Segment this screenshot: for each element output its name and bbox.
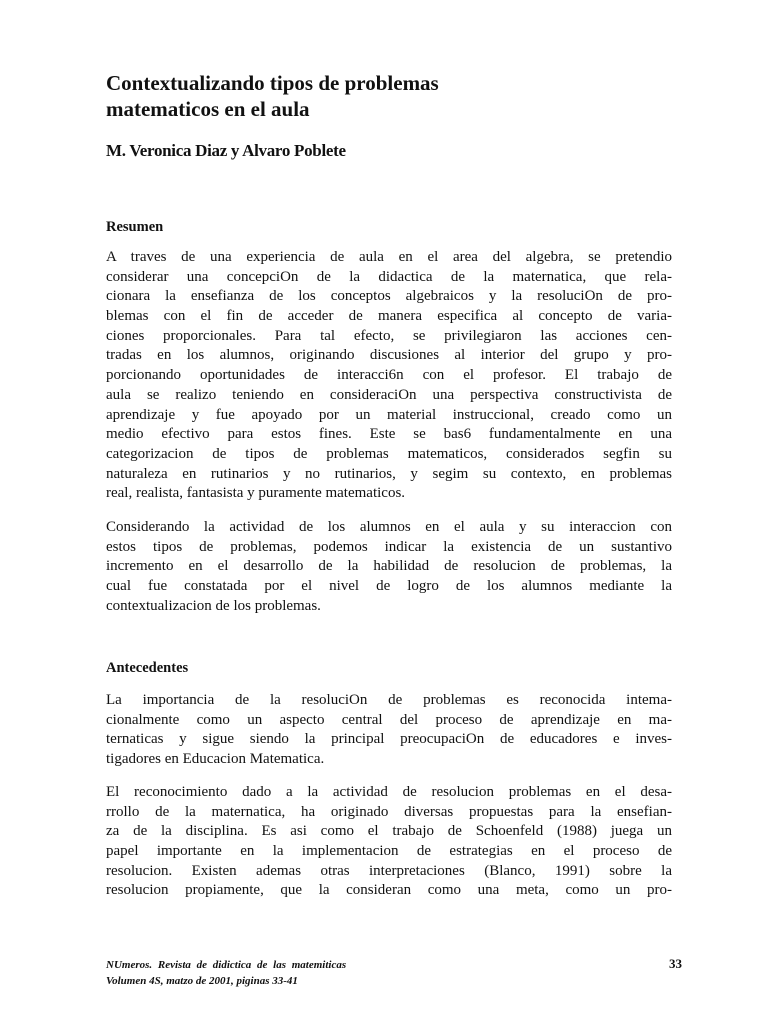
text-line: estos tipos de problemas, podemos indicar la existencia de un sustantivo: [106, 538, 672, 555]
text-line: papel importante en la implementacion de estrategias en el proceso de: [106, 843, 672, 860]
text-line: incremento en el desarrollo de la habilidad de resolucion de problemas, la: [106, 558, 672, 575]
text-line: porcionando oportunidades de interacci6n con el profesor. El trabajo de: [106, 367, 672, 384]
text-line: Considerando la actividad de los alumnos en el aula y su interaccion con: [106, 519, 672, 535]
text-line: medio efectivo para estos fines. Este se bas6 fundamentalmente en una: [106, 426, 672, 443]
antecedentes-paragraph-1: [106, 691, 672, 770]
text-line: resolucion. Existen ademas otras interpretaciones (Blanco, 1991) sobre la: [106, 862, 672, 879]
antecedentes-paragraph-2: [106, 783, 672, 901]
article-title: [106, 70, 526, 122]
volume-citation: Volumen 4S, matzo de 2001, piginas 33-41: [106, 975, 298, 987]
text-line: A traves de una experiencia de aula en el area del algebra, se pretendio: [106, 249, 672, 265]
text-line: aula se realizo teniendo en consideraciOn una perspectiva constructivista de: [106, 386, 672, 403]
antecedentes-heading: Antecedentes: [106, 660, 189, 676]
resumen-paragraph-1: [106, 248, 672, 504]
text-line: rrollo de la maternatica, ha originado diversas propuestas para la ensefian-: [106, 803, 672, 820]
text-line: real, realista, fantasista y puramente matematicos.: [106, 485, 406, 502]
text-line: cual fue constatada por el nivel de logro de los alumnos mediante la: [106, 578, 672, 595]
text-line: tigadores en Educacion Matematica.: [106, 751, 325, 768]
page-number: 33: [669, 956, 682, 971]
text-line: naturaleza en rutinarios y no rutinarios, y segim su contexto, en problemas: [106, 465, 672, 482]
text-line: ciones proporcionales. Para tal efecto, se privilegiaron las acciones cen-: [106, 327, 672, 344]
text-line: categorizacion de tipos de problemas matematicos, considerados segfin su: [106, 445, 672, 462]
text-line: blemas con el fin de acceder de manera especifica al concepto de varia-: [106, 308, 672, 325]
text-line: cionalmente como un aspecto central del proceso de aprendizaje en ma-: [106, 711, 672, 728]
text-line: tradas en los alumnos, originando discusiones al interior del grupo y pro-: [106, 347, 672, 364]
journal-citation: NUmeros. Revista de didictica de las matemiticas: [106, 959, 347, 971]
resumen-heading: Resumen: [106, 219, 164, 235]
text-line: La importancia de la resoluciOn de problemas es reconocida intema-: [106, 692, 672, 708]
page-footer: [106, 957, 686, 989]
text-line: El reconocimiento dado a la actividad de resolucion problemas en el desa-: [106, 784, 672, 800]
text-line: considerar una concepciOn de la didactica de la maternatica, que rela-: [106, 268, 672, 285]
article-authors: M. Veronica Diaz y Alvaro Poblete: [106, 141, 346, 160]
article-title-line: Contextualizando tipos de problemas: [106, 71, 439, 95]
text-line: contextualizacion de los problemas.: [106, 597, 321, 614]
text-line: za de la disciplina. Es asi como el trabajo de Schoenfeld (1988) juega un: [106, 823, 672, 840]
text-line: aprendizaje y fue apoyado por un material instruccional, creado como un: [106, 406, 672, 423]
text-line: ternaticas y sigue siendo la principal preocupaciOn de educadores e inves-: [106, 731, 672, 748]
article-title-line: matematicos en el aula: [106, 97, 310, 121]
text-line: resolucion propiamente, que la consideran como una meta, como un pro-: [106, 882, 672, 899]
text-line: cionara la ensefianza de los conceptos algebraicos y la resoluciOn de pro-: [106, 288, 672, 305]
resumen-paragraph-2: [106, 518, 672, 616]
